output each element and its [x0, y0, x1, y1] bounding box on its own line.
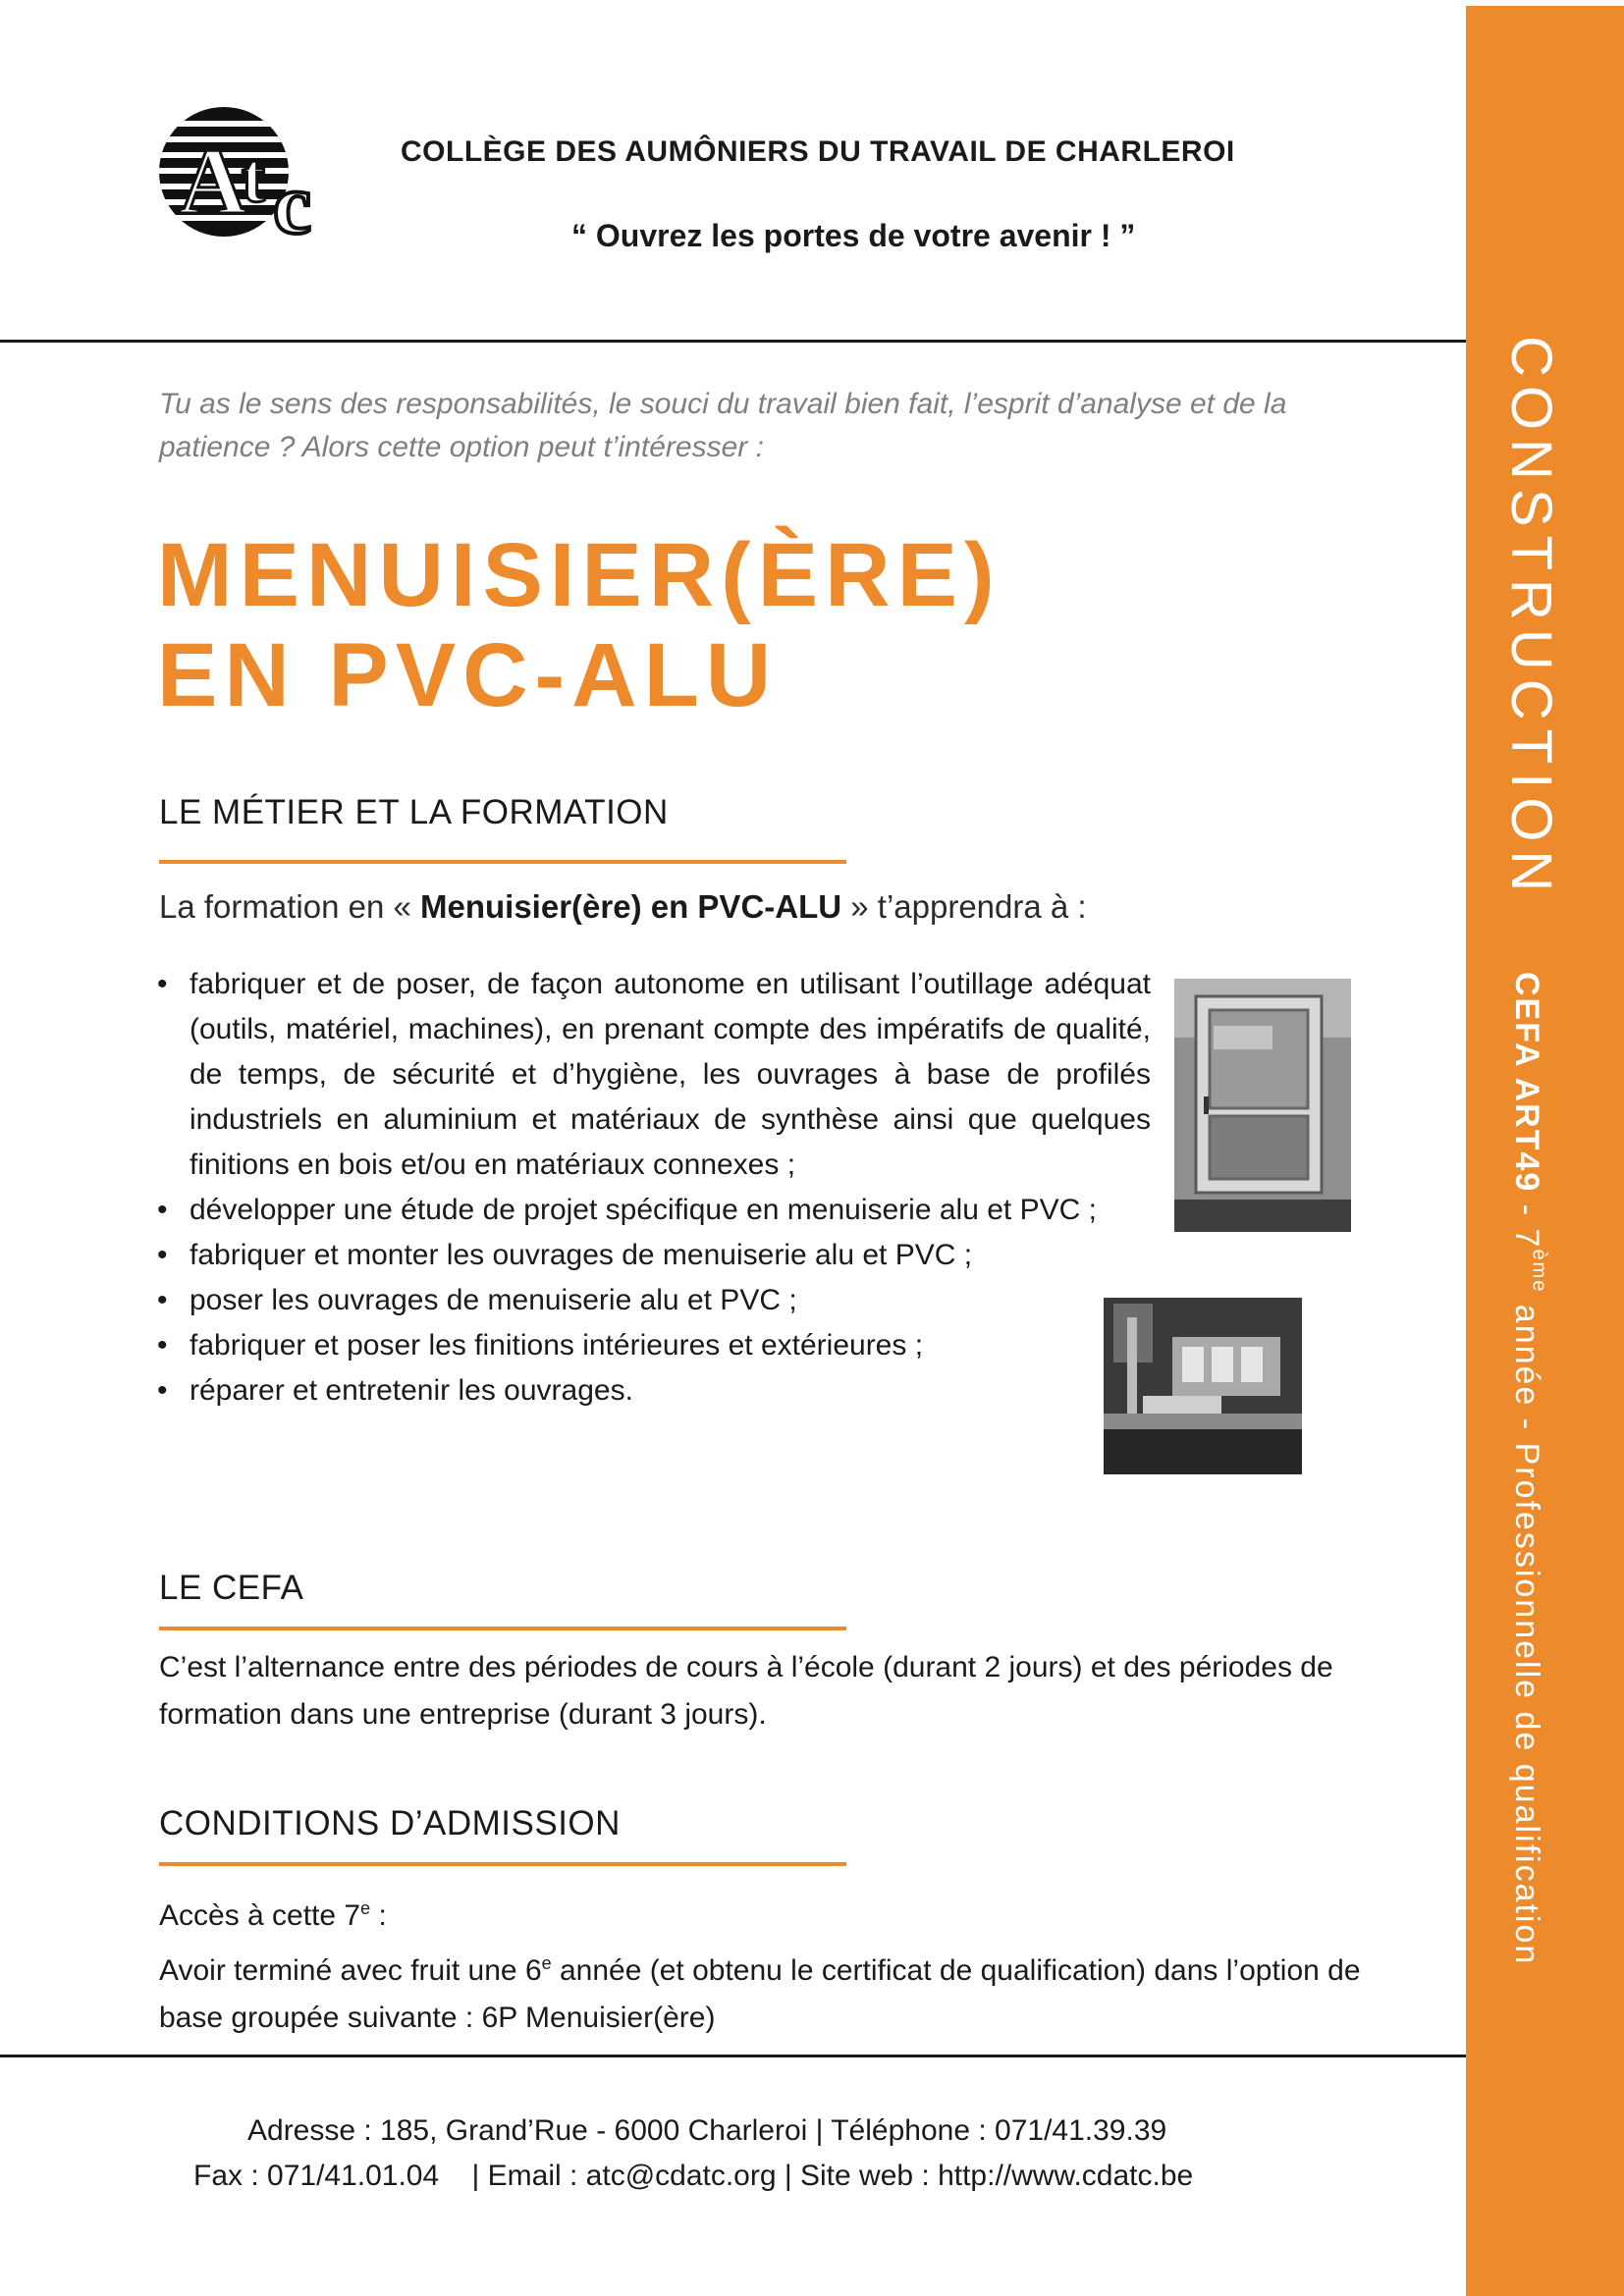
list-item: • développer une étude de projet spécifique en menuiserie alu et PVC ; — [157, 1188, 1151, 1233]
list-item: • réparer et entretenir les ouvrages. — [157, 1368, 1093, 1414]
sidebar-year-suffix: ème — [1528, 1249, 1550, 1294]
list-item: • poser les ouvrages de menuiserie alu et PVC ; — [157, 1278, 1093, 1323]
formation-intro: La formation en « Menuisier(ère) en PVC-ALU » t’apprendra à : — [159, 888, 1087, 925]
school-logo — [157, 103, 349, 240]
admission-requirement — [159, 1885, 1367, 2042]
cefa-heading: LE CEFA — [159, 1569, 304, 1607]
admission-line-2: Avoir terminé avec fruit une 6e année (et obtenu le certificat de qualification) dans l’option de base groupée suivante : 6P Menuisier(ère) — [159, 1953, 1361, 2034]
sidebar-separator: - — [1508, 1193, 1545, 1229]
footer-address: Adresse : 185, Grand’Rue - 6000 Charleroi | Téléphone : 071/41.39.39 — [247, 2114, 1167, 2147]
workshop-photo — [1104, 1298, 1302, 1474]
list-item: • fabriquer et poser les finitions intérieures et extérieures ; — [157, 1323, 1093, 1368]
metier-heading: LE MÉTIER ET LA FORMATION — [159, 793, 669, 831]
admission-underline — [159, 1862, 846, 1866]
title-line-2: EN PVC-ALU — [157, 625, 779, 725]
sidebar-separator: - — [1508, 1407, 1545, 1443]
page-title — [157, 525, 1001, 725]
logo-lettering: A — [179, 129, 247, 234]
sidebar-category: CONSTRUCTION — [1499, 336, 1563, 901]
school-motto: “ Ouvrez les portes de votre avenir ! ” — [571, 218, 1136, 253]
sidebar-year-label: année — [1508, 1293, 1545, 1408]
metier-underline — [159, 860, 846, 864]
skills-list — [157, 962, 1151, 1414]
intro-text: Tu as le sens des responsabilités, le souci du travail bien fait, l’esprit d’analyse et de la patience ? Alors cette option peut t’intéresser : — [159, 388, 1287, 463]
sidebar-year: 7 — [1508, 1228, 1545, 1250]
footer-contact: Fax : 071/41.01.04 | Email : atc@cdatc.org | Site web : http://www.cdatc.be — [193, 2160, 1194, 2192]
sidebar-cefa-code: CEFA ART49 — [1508, 972, 1545, 1194]
cefa-text: C’est l’alternance entre des périodes de cours à l’école (durant 2 jours) et des périodes de formation dans une entreprise (durant 3 jours). — [159, 1651, 1333, 1731]
window-frame-photo — [1174, 979, 1351, 1232]
admission-line-1: Accès à cette 7e : — [159, 1898, 387, 1932]
list-item: • fabriquer et monter les ouvrages de menuiserie alu et PVC ; — [157, 1233, 1093, 1278]
sidebar-qualification: Professionnelle de qualification — [1508, 1442, 1545, 1966]
title-line-1: MENUISIER(ÈRE) — [157, 525, 1001, 625]
admission-heading: CONDITIONS D’ADMISSION — [159, 1804, 621, 1842]
cefa-underline — [159, 1627, 846, 1630]
formation-name: Menuisier(ère) en PVC-ALU — [420, 888, 842, 925]
svg-text:c: c — [273, 157, 312, 240]
svg-text:t: t — [242, 138, 265, 217]
header-divider — [0, 340, 1466, 343]
list-item: • fabriquer et de poser, de façon autonome en utilisant l’outillage adéquat (outils, matériel, machines), en prenant compte des impératifs de qualité, de temps, de sécurité et d’hygiène, les ouvrages à base de profilés industriels en aluminium et matériaux de synthèse ainsi que quelques finitions en bois et/ou en matériaux connexes ; — [157, 962, 1151, 1188]
school-name: COLLÈGE DES AUMÔNIERS DU TRAVAIL DE CHARLEROI — [401, 135, 1235, 168]
footer-divider — [0, 2055, 1466, 2057]
sidebar-program-info — [1510, 972, 1548, 1965]
